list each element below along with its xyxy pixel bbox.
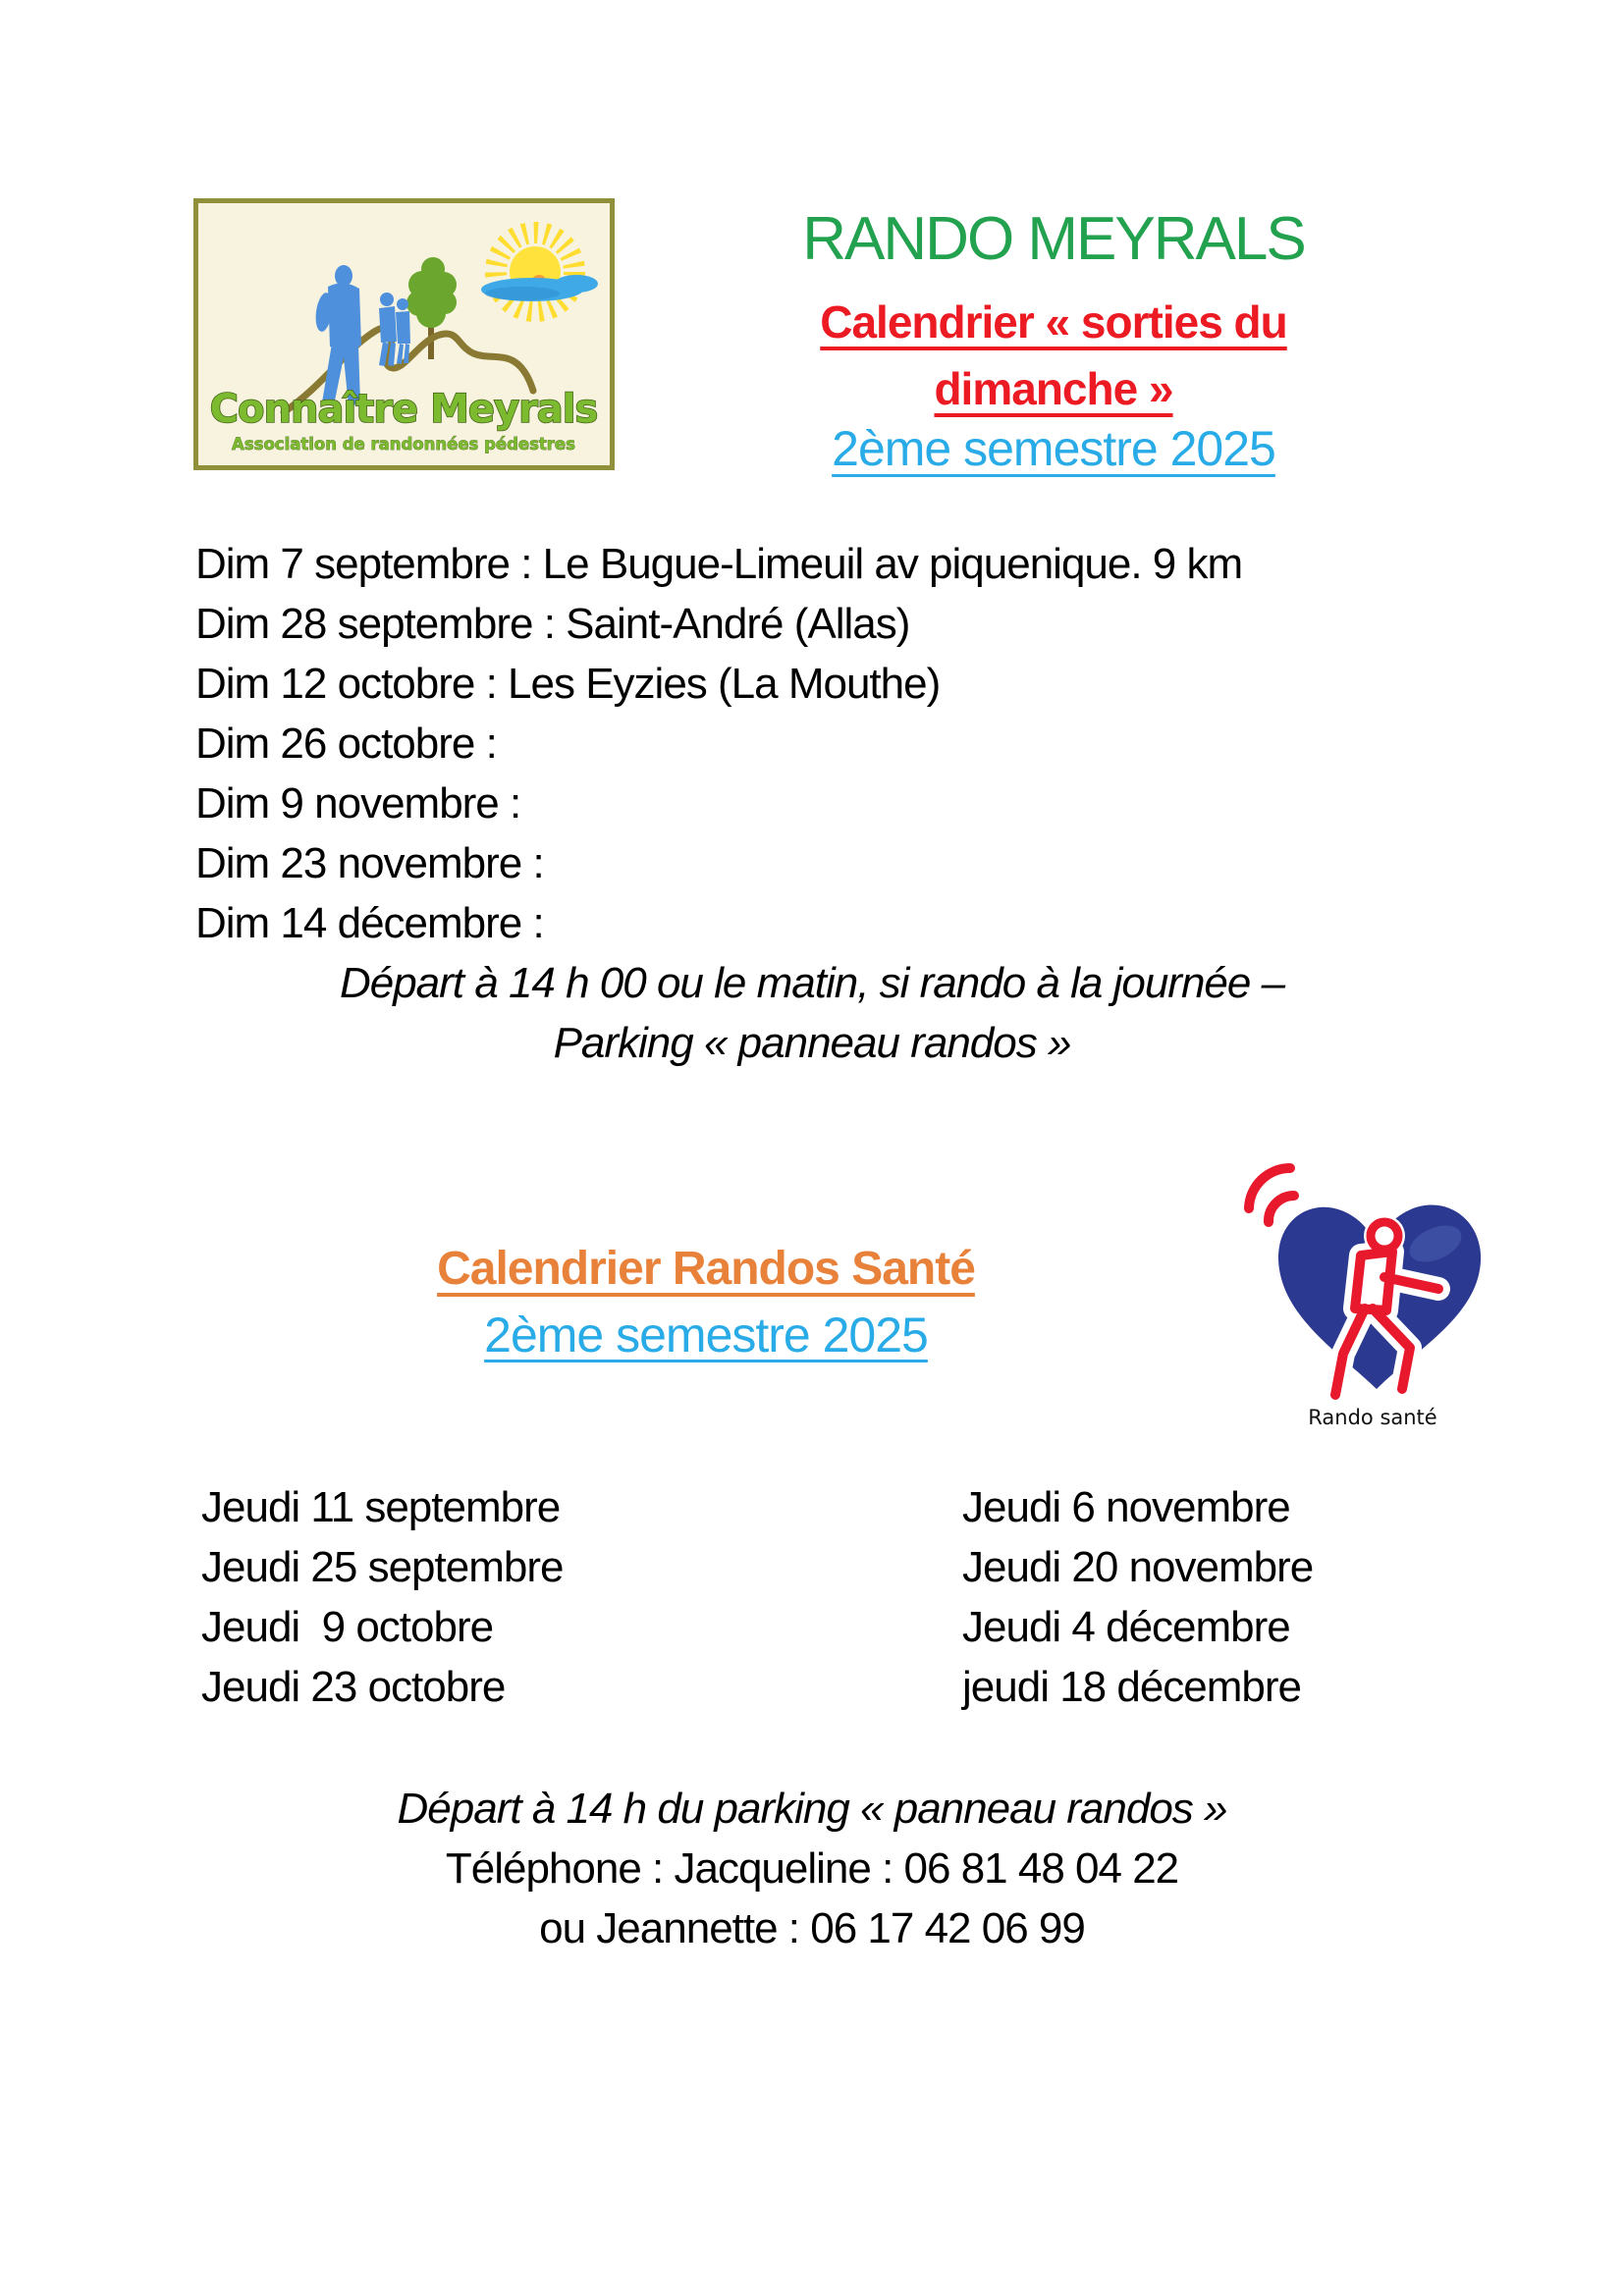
list-item: Jeudi 11 septembre — [201, 1483, 561, 1531]
page-title: RANDO MEYRALS — [802, 205, 1305, 273]
list-item: Dim 14 décembre : — [195, 899, 544, 947]
list-item: Dim 23 novembre : — [195, 839, 544, 887]
list-item: Jeudi 9 octobre — [201, 1603, 494, 1651]
list-item: Dim 28 septembre : Saint-André (Allas) — [195, 600, 910, 648]
club-logo — [193, 198, 615, 470]
list-item: Jeudi 6 novembre — [962, 1483, 1290, 1531]
list-item: Jeudi 23 octobre — [201, 1663, 506, 1711]
list-item: Dim 26 octobre : — [195, 720, 497, 768]
sante-footer — [0, 1779, 1624, 1958]
club-logo-subtitle: Association de randonnées pédestres — [232, 435, 575, 454]
sunday-outings-list — [195, 534, 1242, 953]
sante-calendar-title: Calendrier Randos Santé — [437, 1243, 975, 1295]
thursday-list-left — [201, 1477, 563, 1717]
sunday-calendar-title-line2: dimanche » — [934, 363, 1173, 414]
list-item: Jeudi 20 novembre — [962, 1543, 1314, 1591]
sunday-calendar-title-line1: Calendrier « sorties du — [820, 296, 1287, 347]
pulse-arcs-icon — [1249, 1168, 1294, 1222]
sante-departure-note: Départ à 14 h du parking « panneau randos » — [397, 1785, 1227, 1833]
sunday-departure-note — [0, 953, 1624, 1073]
sunday-calendar-title — [628, 289, 1479, 422]
list-item: Jeudi 25 septembre — [201, 1543, 564, 1591]
list-item: Dim 9 novembre : — [195, 779, 521, 828]
thursday-list-right — [962, 1477, 1313, 1717]
list-item: jeudi 18 décembre — [962, 1663, 1302, 1711]
phone-line: Téléphone : Jacqueline : 06 81 48 04 22 — [445, 1844, 1179, 1893]
club-logo-title: Connaître Meyrals — [209, 387, 598, 432]
list-item: Dim 12 octobre : Les Eyzies (La Mouthe) — [195, 660, 941, 708]
rando-sante-label: Rando santé — [1308, 1406, 1437, 1429]
rando-sante-logo — [1237, 1161, 1504, 1436]
list-item: Dim 7 septembre : Le Bugue-Limeuil av piquenique. 9 km — [195, 540, 1243, 588]
list-item: Jeudi 4 décembre — [962, 1603, 1290, 1651]
semester-heading-2: 2ème semestre 2025 — [484, 1308, 928, 1362]
note-line: Parking « panneau randos » — [553, 1019, 1071, 1067]
semester-heading-1: 2ème semestre 2025 — [832, 421, 1275, 476]
phone-line: ou Jeannette : 06 17 42 06 99 — [539, 1904, 1085, 1952]
note-line: Départ à 14 h 00 ou le matin, si rando à la journée – — [339, 959, 1285, 1007]
